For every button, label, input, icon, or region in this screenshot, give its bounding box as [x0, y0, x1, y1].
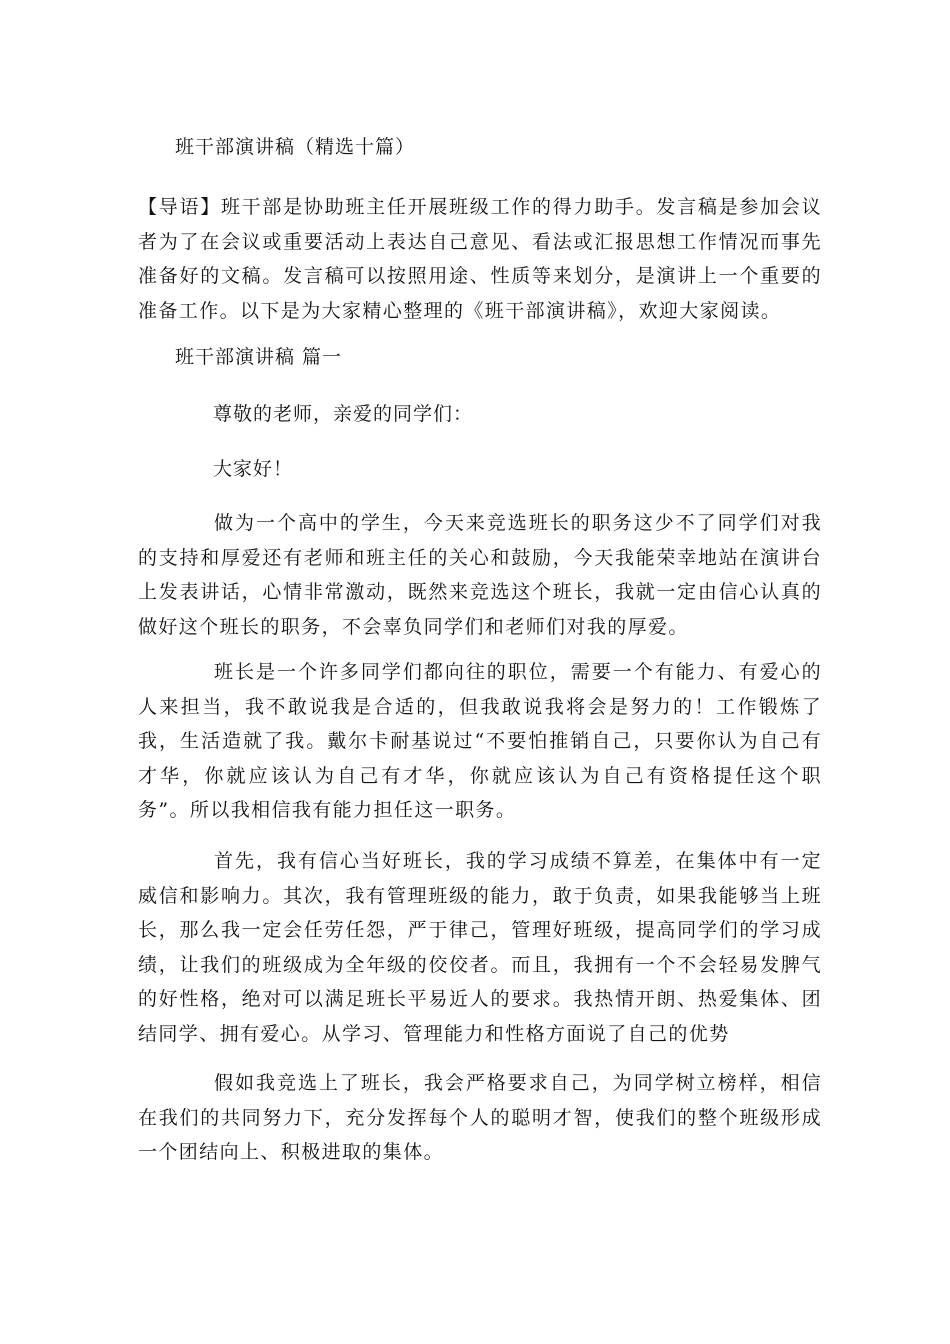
intro-paragraph: 【导语】班干部是协助班主任开展班级工作的得力助手。发言稿是参加会议者为了在会议或重要活动上表达自己意见、看法或汇报思想工作情况而事先准备好的文稿。发言稿可以按照用途、性质等来划分，是演讲上一个重要的准备工作。以下是为大家精心整理的《班干部演讲稿》，欢迎大家阅读。	[138, 196, 822, 322]
body-paragraph-2: 班长是一个许多同学们都向往的职位，需要一个有能力、有爱心的人来担当，我不敢说我是合适的，但我敢说我将会是努力的！工作锻炼了我，生活造就了我。戴尔卡耐基说过“不要怕推销自己，只要你认为自己有才华，你就应该认为自己有才华，你就应该认为自己有资格提任这个职务”。所以我相信我有能力担任这一职务。	[138, 661, 822, 821]
body-paragraph-4: 假如我竞选上了班长，我会严格要求自己，为同学树立榜样，相信在我们的共同努力下，充分发挥每个人的聪明才智，使我们的整个班级形成一个团结向上、积极进取的集体。	[138, 1072, 822, 1163]
greeting: 大家好！	[213, 458, 294, 480]
section-heading: 班干部演讲稿 篇一	[175, 346, 343, 368]
salutation: 尊敬的老师，亲爱的同学们：	[213, 403, 474, 425]
document-title: 班干部演讲稿（精选十篇）	[175, 136, 416, 158]
body-paragraph-1: 做为一个高中的学生，今天来竞选班长的职务这少不了同学们对我的支持和厚爱还有老师和班主任的关心和鼓励，今天我能荣幸地站在演讲台上发表讲话，心情非常激动，既然来竞选这个班长，我就一定由信心认真的做好这个班长的职务，不会辜负同学们和老师们对我的厚爱。	[138, 512, 822, 638]
body-paragraph-3: 首先，我有信心当好班长，我的学习成绩不算差，在集体中有一定威信和影响力。其次，我有管理班级的能力，敢于负责，如果我能够当上班长，那么我一定会任劳任怨，严于律己，管理好班级，提高同学们的学习成绩，让我们的班级成为全年级的佼佼者。而且，我拥有一个不会轻易发脾气的好性格，绝对可以满足班长平易近人的要求。我热情开朗、热爱集体、团结同学、拥有爱心。从学习、管理能力和性格方面说了自己的优势	[138, 850, 822, 1045]
